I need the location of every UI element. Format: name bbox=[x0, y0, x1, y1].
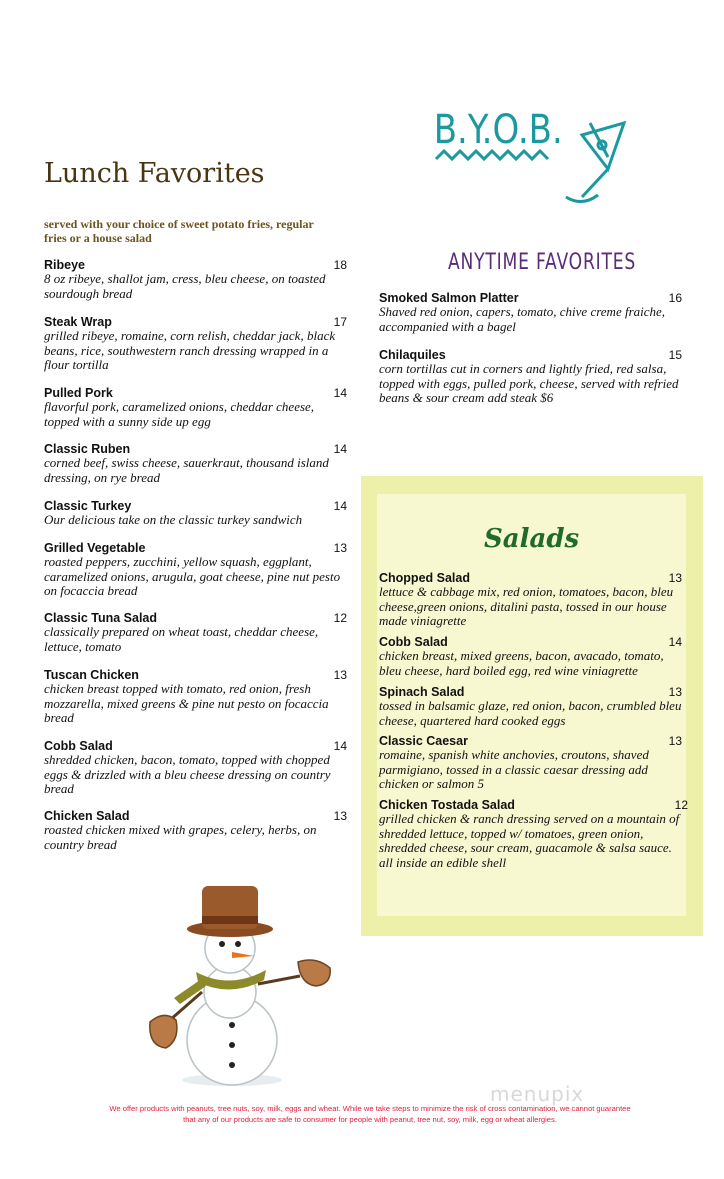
item-name: Cobb Salad bbox=[44, 739, 113, 753]
menu-item-spinach-salad bbox=[379, 685, 682, 728]
item-name: Smoked Salmon Platter bbox=[379, 291, 519, 305]
item-desc: flavorful pork, caramelized onions, cheddar cheese, topped with a sunny side up egg bbox=[44, 399, 315, 429]
martini-glass-icon bbox=[566, 123, 624, 202]
item-name: Chilaquiles bbox=[379, 348, 446, 362]
salads-title: Salads bbox=[484, 524, 580, 554]
menu-item-tuscan-chicken bbox=[44, 668, 347, 726]
byob-logo bbox=[432, 95, 632, 220]
menu-item-chicken-salad bbox=[44, 809, 347, 852]
item-price: 13 bbox=[333, 541, 347, 555]
item-name: Classic Ruben bbox=[44, 442, 131, 456]
lunch-subtitle: served with your choice of sweet potato fries, regular fries or a house salad bbox=[44, 217, 314, 245]
byob-text: B.Y.O.B. bbox=[433, 106, 563, 153]
item-name: Cobb Salad bbox=[379, 635, 448, 649]
item-desc: lettuce & cabbage mix, red onion, tomatoes, bacon, bleu cheese,green onions, ditalini pasta, tossed in our house made viniagrette bbox=[379, 584, 674, 628]
item-desc: corn tortillas cut in corners and lightly fried, red salsa, topped with eggs, pulled pork, cheese, served with refried beans & sour cream add steak $6 bbox=[379, 361, 679, 405]
lunch-title: Lunch Favorites bbox=[44, 158, 265, 189]
item-price: 13 bbox=[333, 668, 347, 682]
menu-item-grilled-vegetable bbox=[44, 541, 347, 599]
item-price: 12 bbox=[674, 798, 688, 812]
menu-item-cobb-salad bbox=[379, 635, 682, 678]
menu-item-chopped-salad bbox=[379, 571, 682, 629]
anytime-title: ANYTIME FAVORITES bbox=[448, 250, 637, 275]
item-price: 13 bbox=[668, 685, 682, 699]
menu-item-cobb-salad-lunch bbox=[44, 739, 347, 797]
item-name: Spinach Salad bbox=[379, 685, 465, 699]
disclaimer-line-1: We offer products with peanuts, tree nuts, soy, milk, eggs and wheat. While we take steps to minimize the risk of cross contamination, we cannot guarantee bbox=[109, 1104, 631, 1113]
item-name: Classic Caesar bbox=[379, 734, 468, 748]
menu-item-classic-turkey bbox=[44, 499, 347, 528]
item-price: 17 bbox=[333, 315, 347, 329]
disclaimer-line-2: that any of our products are safe to consumer for people with peanut, tree nut, soy, milk, egg or wheat allergies. bbox=[183, 1115, 557, 1124]
item-name: Chopped Salad bbox=[379, 571, 470, 585]
item-price: 15 bbox=[668, 348, 682, 362]
menu-item-steak-wrap bbox=[44, 315, 347, 373]
menu-item-pulled-pork bbox=[44, 386, 347, 429]
item-desc: Our delicious take on the classic turkey sandwich bbox=[44, 512, 303, 527]
item-name: Steak Wrap bbox=[44, 315, 112, 329]
item-name: Chicken Tostada Salad bbox=[379, 798, 515, 812]
item-price: 14 bbox=[333, 386, 347, 400]
menu-item-chilaquiles bbox=[379, 348, 682, 406]
item-name: Ribeye bbox=[44, 258, 85, 272]
menu-item-classic-caesar bbox=[379, 734, 682, 792]
menu-item-chicken-tostada-salad bbox=[379, 798, 688, 870]
item-desc: chicken breast, mixed greens, bacon, avacado, tomato, bleu cheese, hard boiled egg, red wine viniagrette bbox=[379, 648, 664, 678]
item-name: Pulled Pork bbox=[44, 386, 113, 400]
item-price: 16 bbox=[668, 291, 682, 305]
item-price: 13 bbox=[668, 734, 682, 748]
item-desc: romaine, spanish white anchovies, croutons, shaved parmigiano, tossed in a classic caesar dressing add chicken or salmon 5 bbox=[379, 747, 649, 791]
item-price: 12 bbox=[333, 611, 347, 625]
item-desc: shredded chicken, bacon, tomato, topped with chopped eggs & drizzled with a bleu cheese dressing on country bread bbox=[44, 752, 331, 796]
item-name: Tuscan Chicken bbox=[44, 668, 139, 682]
item-name: Classic Turkey bbox=[44, 499, 132, 513]
item-desc: roasted peppers, zucchini, yellow squash, eggplant, caramelized onions, arugula, goat cheese, pine nut pesto on focaccia bread bbox=[44, 554, 341, 598]
allergy-disclaimer bbox=[40, 1103, 700, 1125]
menu-item-ribeye bbox=[44, 258, 347, 301]
snowman-illustration bbox=[140, 880, 340, 1095]
item-price: 14 bbox=[333, 499, 347, 513]
menu-item-smoked-salmon bbox=[379, 291, 682, 334]
item-desc: grilled chicken & ranch dressing served on a mountain of shredded lettuce, topped w/ tomatoes, green onion, shredded cheese, sour cream, guacamole & salsa sauce. all inside an edible shell bbox=[379, 811, 680, 870]
item-desc: 8 oz ribeye, shallot jam, cress, bleu cheese, on toasted sourdough bread bbox=[44, 271, 326, 301]
item-desc: Shaved red onion, capers, tomato, chive creme fraiche, accompanied with a bagel bbox=[379, 304, 666, 334]
item-desc: classically prepared on wheat toast, cheddar cheese, lettuce, tomato bbox=[44, 624, 319, 654]
item-desc: roasted chicken mixed with grapes, celery, herbs, on country bread bbox=[44, 822, 317, 852]
watermark: menupix bbox=[490, 1082, 585, 1106]
item-desc: tossed in balsamic glaze, red onion, bacon, crumbled bleu cheese, quartered hard cooked eggs bbox=[379, 698, 682, 728]
item-desc: grilled ribeye, romaine, corn relish, cheddar jack, black beans, rice, southwestern ranch dressing wrapped in a flour tortilla bbox=[44, 328, 336, 372]
item-price: 13 bbox=[333, 809, 347, 823]
item-desc: chicken breast topped with tomato, red onion, fresh mozzarella, mixed greens & pine nut pesto on focaccia bread bbox=[44, 681, 329, 725]
item-desc: corned beef, swiss cheese, sauerkraut, thousand island dressing, on rye bread bbox=[44, 455, 329, 485]
item-price: 14 bbox=[333, 442, 347, 456]
item-price: 14 bbox=[668, 635, 682, 649]
item-price: 14 bbox=[333, 739, 347, 753]
item-name: Classic Tuna Salad bbox=[44, 611, 158, 625]
menu-item-classic-tuna-salad bbox=[44, 611, 347, 654]
menu-item-classic-ruben bbox=[44, 442, 347, 485]
item-name: Grilled Vegetable bbox=[44, 541, 146, 555]
item-price: 13 bbox=[668, 571, 682, 585]
item-name: Chicken Salad bbox=[44, 809, 130, 823]
item-price: 18 bbox=[333, 258, 347, 272]
